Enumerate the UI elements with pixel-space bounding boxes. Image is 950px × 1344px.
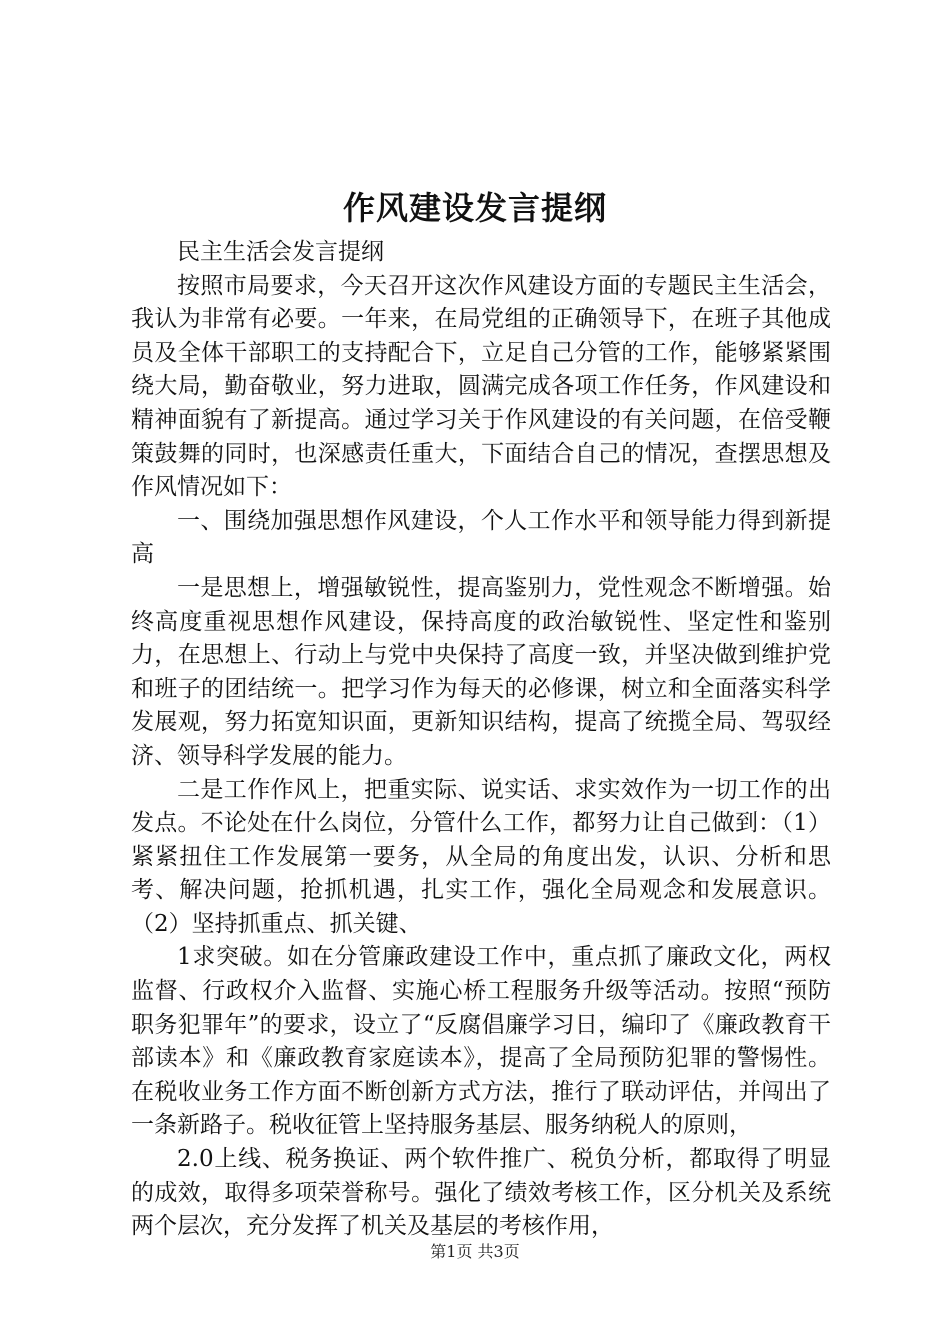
paragraph: 1求突破。如在分管廉政建设工作中，重点抓了廉政文化，两权监督、行政权介入监督、实施心桥工程服务升级等活动。按照“预防职务犯罪年”的要求，设立了“反腐倡廉学习日，编印了《廉政教育干部读本》和《廉政教育家庭读本》，提高了全局预防犯罪的警惕性。在税收业务工作方面不断创新方式方法，推行了联动评估，并闯出了一条新路子。税收征管上坚持服务基层、服务纳税人的原则， (131, 944, 831, 1139)
document-title: 作风建设发言提纲 (342, 189, 607, 227)
paragraph-subtitle: 民主生活会发言提纲 (177, 239, 384, 265)
page-number-footer: 第1页 共3页 (430, 1242, 520, 1261)
document-body (131, 236, 831, 1244)
paragraph: 按照市局要求，今天召开这次作风建设方面的专题民主生活会，我认为非常有必要。一年来，在局党组的正确领导下，在班子其他成员及全体干部职工的支持配合下，立足自己分管的工作，能够紧紧围绕大局，勤奋敬业，努力进取，圆满完成各项工作任务，作风建设和精神面貌有了新提高。通过学习关于作风建设的有关问题，在倍受鞭策鼓舞的同时，也深感责任重大，下面结合自己的情况，查摆思想及作风情况如下： (131, 272, 831, 501)
paragraph: 二是工作作风上，把重实际、说实话、求实效作为一切工作的出发点。不论处在什么岗位，分管什么工作，都努力让自己做到：（1）紧紧扭住工作发展第一要务，从全局的角度出发，认识、分析和思考、解决问题，抢抓机遇，扎实工作，强化全局观念和发展意识。（2）坚持抓重点、抓关键、 (131, 776, 831, 937)
paragraph-section-heading: 一、围绕加强思想作风建设，个人工作水平和领导能力得到新提高 (131, 507, 831, 568)
paragraph: 2.0上线、税务换证、两个软件推广、税负分析，都取得了明显的成效，取得多项荣誉称号。强化了绩效考核工作，区分机关及系统两个层次，充分发挥了机关及基层的考核作用， (131, 1146, 831, 1240)
paragraph: 一是思想上，增强敏锐性，提高鉴别力，党性观念不断增强。始终高度重视思想作风建设，保持高度的政治敏锐性、坚定性和鉴别力，在思想上、行动上与党中央保持了高度一致，并坚决做到维护党和班子的团结统一。把学习作为每天的必修课，树立和全面落实科学发展观，努力拓宽知识面，更新知识结构，提高了统揽全局、驾驭经济、领导科学发展的能力。 (131, 574, 831, 769)
